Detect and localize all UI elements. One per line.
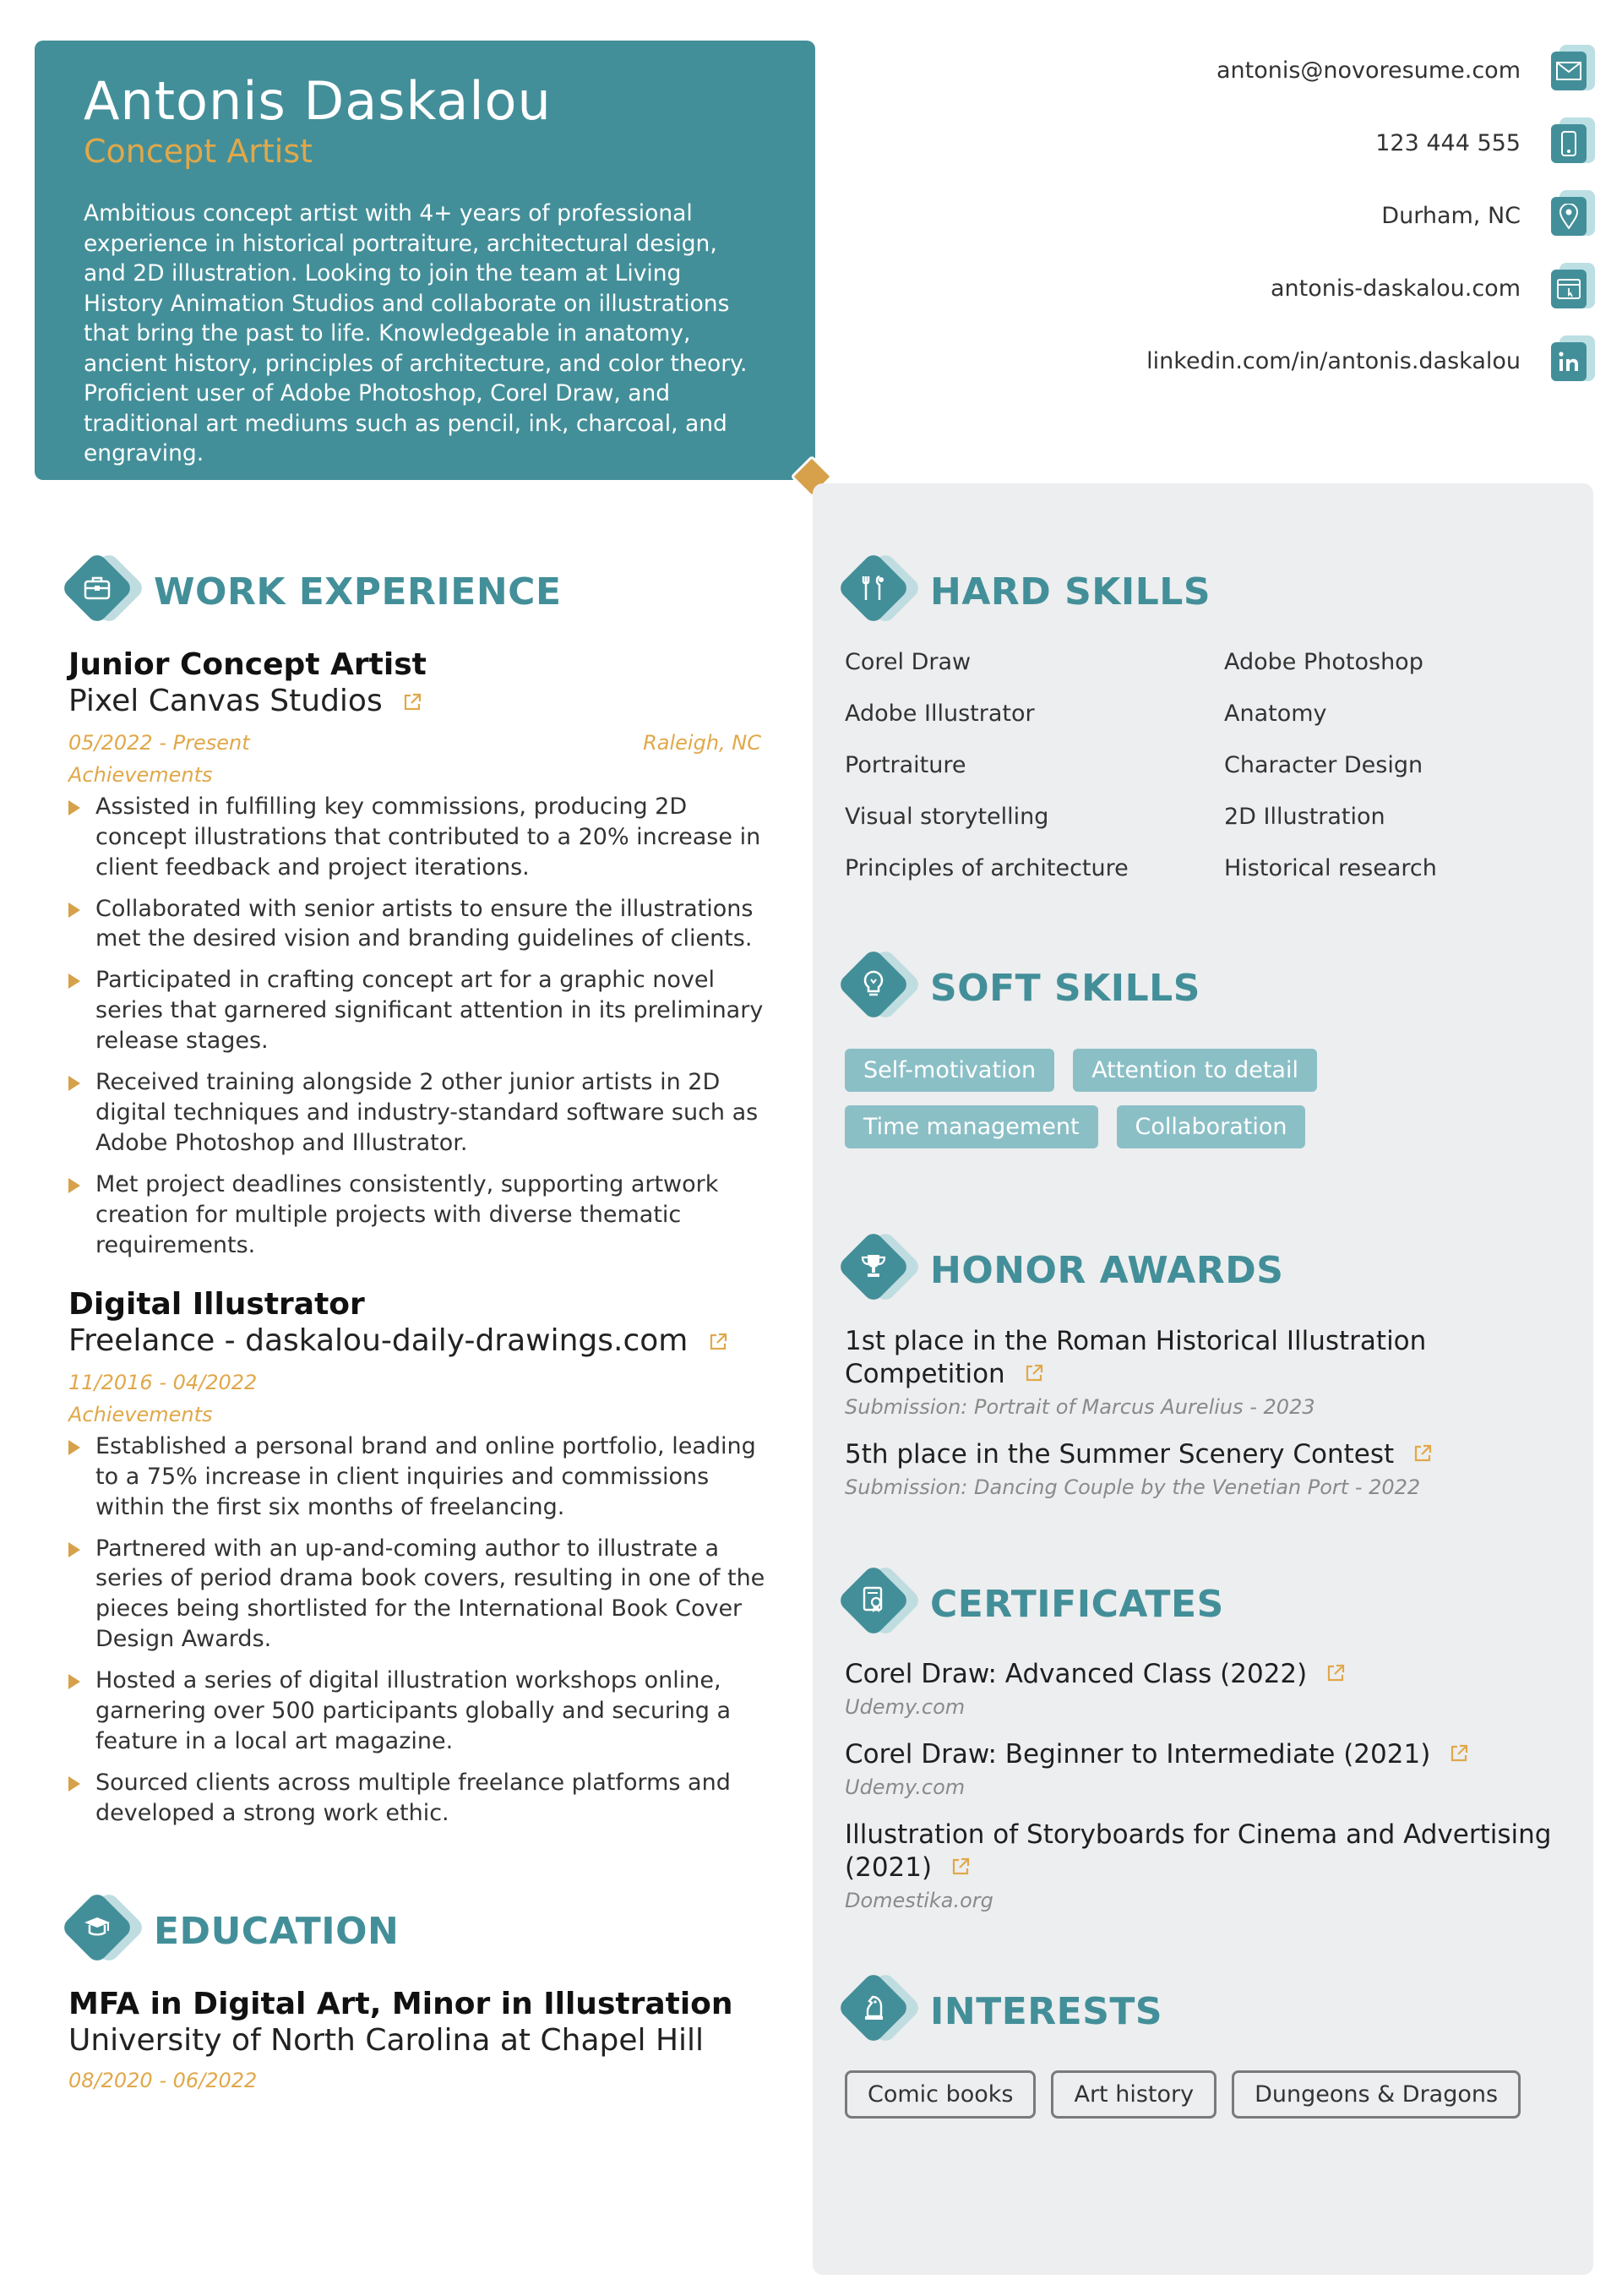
skill-item: Anatomy	[1224, 701, 1327, 727]
contact-email[interactable]	[835, 34, 1595, 106]
award-submission: Submission: Portrait of Marcus Aurelius - 2023	[845, 1394, 1315, 1419]
job-company-name: Freelance - daskalou-daily-drawings.com	[68, 1323, 689, 1359]
list-item: Received training alongside 2 other junior artists in 2D digital techniques and industry-standard software such as Adobe Photoshop and Illustrator.	[68, 1067, 770, 1159]
education-dates: 08/2020 - 06/2022	[68, 2069, 258, 2093]
job-entry	[68, 1286, 770, 1840]
interest-tag: Comic books	[845, 2070, 1036, 2119]
job-entry	[68, 646, 770, 1271]
hard-skills-header	[841, 554, 1211, 630]
skill-item: Portraiture	[845, 752, 966, 778]
job-company-name: Pixel Canvas Studios	[68, 684, 383, 719]
header-card	[35, 41, 815, 480]
list-item: Established a personal brand and online portfolio, leading to a 75% increase in client inquiries and commissions within the first six months of freelancing.	[68, 1432, 770, 1523]
certificates-title: CERTIFICATES	[930, 1582, 1224, 1626]
external-link-icon[interactable]	[402, 684, 422, 721]
external-link-icon[interactable]	[708, 1324, 728, 1361]
certificate-entry	[845, 1658, 1571, 1719]
education-title: EDUCATION	[154, 1909, 400, 1953]
contact-phone-text[interactable]: 123 444 555	[1375, 129, 1521, 156]
interest-tag: Dungeons & Dragons	[1232, 2070, 1521, 2119]
soft-skill-tag: Self-motivation	[845, 1049, 1054, 1092]
skill-item: Character Design	[1224, 752, 1423, 778]
hard-skills-title: HARD SKILLS	[930, 570, 1211, 614]
interests-header	[841, 1973, 1162, 2049]
honor-awards-header	[841, 1232, 1283, 1308]
award-entry	[845, 1438, 1571, 1499]
list-item: Hosted a series of digital illustration workshops online, garnering over 500 participants globally and securing a feature in a local art magazine.	[68, 1666, 770, 1757]
award-title	[845, 1438, 1571, 1472]
list-item: Met project deadlines consistently, supporting artwork creation for multiple projects with diverse thematic requirements.	[68, 1170, 770, 1261]
skill-item: Visual storytelling	[845, 804, 1049, 830]
contact-phone[interactable]	[835, 106, 1595, 179]
external-link-icon[interactable]	[1325, 1659, 1346, 1692]
list-item: Participated in crafting concept art for a graphic novel series that garnered significant attention in its preliminary release stages.	[68, 965, 770, 1056]
certificate-title-text: Corel Draw: Beginner to Intermediate (2021)	[845, 1739, 1431, 1770]
job-dates: 05/2022 - Present	[68, 730, 250, 755]
achievements-list	[68, 792, 770, 1261]
work-experience-header	[64, 554, 562, 630]
contact-location-text[interactable]: Durham, NC	[1381, 202, 1521, 229]
job-location: Raleigh, NC	[643, 730, 761, 755]
tools-icon	[841, 554, 925, 630]
education-header	[64, 1893, 399, 1969]
job-meta	[68, 1371, 761, 1394]
certificate-title	[845, 1738, 1571, 1772]
contact-email-text[interactable]: antonis@novoresume.com	[1216, 57, 1521, 84]
phone-icon	[1551, 117, 1595, 168]
award-title	[845, 1325, 1571, 1392]
external-link-icon[interactable]	[950, 1852, 971, 1885]
skill-item: Historical research	[1224, 855, 1437, 881]
skill-item: Principles of architecture	[845, 855, 1129, 881]
external-link-icon[interactable]	[1024, 1359, 1044, 1392]
soft-skills-tags	[845, 1049, 1571, 1148]
award-entry	[845, 1325, 1571, 1419]
contact-website-text[interactable]: antonis-daskalou.com	[1270, 275, 1521, 302]
interest-tag: Art history	[1051, 2070, 1216, 2119]
contact-linkedin-text[interactable]: linkedin.com/in/antonis.daskalou	[1146, 347, 1521, 374]
award-title-text: 5th place in the Summer Scenery Contest	[845, 1439, 1395, 1470]
certificate-entry	[845, 1819, 1571, 1912]
certificate-entry	[845, 1738, 1571, 1799]
soft-skills-title: SOFT SKILLS	[930, 966, 1200, 1010]
contact-linkedin[interactable]	[835, 324, 1595, 397]
achievements-label: Achievements	[68, 762, 213, 787]
certificate-title-text: Illustration of Storyboards for Cinema and Advertising (2021)	[845, 1819, 1552, 1883]
degree: MFA in Digital Art, Minor in Illustration	[68, 1987, 733, 2021]
honor-awards-title: HONOR AWARDS	[930, 1248, 1284, 1292]
chess-knight-icon	[841, 1973, 925, 2049]
achievements-label: Achievements	[68, 1402, 213, 1426]
external-link-icon[interactable]	[1412, 1439, 1433, 1472]
job-meta	[68, 731, 761, 755]
contact-location[interactable]	[835, 179, 1595, 252]
award-title-text: 1st place in the Roman Historical Illustration Competition	[845, 1326, 1427, 1389]
list-item: Collaborated with senior artists to ensure the illustrations met the desired vision and branding guidelines of clients.	[68, 894, 770, 955]
job-title: Digital Illustrator	[68, 1287, 365, 1322]
soft-skills-header	[841, 950, 1200, 1026]
certificate-issuer: Udemy.com	[845, 1775, 966, 1799]
interests-title: INTERESTS	[930, 1989, 1163, 2033]
work-experience-title: WORK EXPERIENCE	[154, 570, 562, 614]
skill-item: 2D Illustration	[1224, 804, 1385, 830]
skill-item: Adobe Photoshop	[1224, 649, 1423, 675]
summary-text: Ambitious concept artist with 4+ years of professional experience in historical portraiture, architectural design, and 2D illustration. Looking to join the team at Living History Animation Studios and collaborate on illustrations that bring the past to life. Knowledgeable in anatomy, ancient history, principles of architecture, and color theory. Proficient user of Adobe Photoshop, Corel Draw, and traditional art mediums such as pencil, ink, charcoal, and engraving.	[84, 200, 748, 467]
job-dates: 11/2016 - 04/2022	[68, 1370, 258, 1394]
lightbulb-icon	[841, 950, 925, 1026]
certificate-title	[845, 1819, 1571, 1885]
certificate-issuer: Udemy.com	[845, 1694, 966, 1719]
candidate-role: Concept Artist	[84, 133, 313, 171]
soft-skill-tag: Time management	[845, 1105, 1098, 1148]
interests-tags	[845, 2070, 1521, 2119]
certificate-icon	[841, 1566, 925, 1642]
candidate-name: Antonis Daskalou	[84, 70, 552, 132]
certificates-header	[841, 1566, 1224, 1642]
briefcase-icon	[64, 554, 149, 630]
skill-item: Corel Draw	[845, 649, 972, 675]
email-icon	[1551, 45, 1595, 95]
job-title: Junior Concept Artist	[68, 647, 427, 682]
list-item: Partnered with an up-and-coming author to illustrate a series of period drama book covers, resulting in one of the pieces being shortlisted for the International Book Cover Design Awards.	[68, 1534, 770, 1655]
trophy-icon	[841, 1232, 925, 1308]
location-icon	[1551, 190, 1595, 241]
achievements-list	[68, 1432, 770, 1829]
skill-item: Adobe Illustrator	[845, 701, 1035, 727]
contact-website[interactable]	[835, 252, 1595, 324]
contact-list	[835, 34, 1595, 397]
school: University of North Carolina at Chapel Hill	[68, 2023, 705, 2059]
certificate-title-text: Corel Draw: Advanced Class (2022)	[845, 1659, 1308, 1689]
list-item: Sourced clients across multiple freelance platforms and developed a strong work ethic.	[68, 1768, 770, 1829]
website-icon	[1551, 263, 1595, 314]
job-company	[68, 1323, 770, 1361]
linkedin-icon	[1551, 335, 1595, 386]
award-submission: Submission: Dancing Couple by the Venetian Port - 2022	[845, 1475, 1421, 1499]
education-meta	[68, 2069, 761, 2092]
certificate-issuer: Domestika.org	[845, 1888, 993, 1912]
list-item: Assisted in fulfilling key commissions, producing 2D concept illustrations that contributed to a 20% increase in client feedback and project iterations.	[68, 792, 770, 883]
certificate-title	[845, 1658, 1571, 1692]
soft-skill-tag: Collaboration	[1117, 1105, 1306, 1148]
education-entry	[68, 1986, 770, 2092]
soft-skill-tag: Attention to detail	[1073, 1049, 1317, 1092]
job-company	[68, 683, 770, 721]
external-link-icon[interactable]	[1449, 1739, 1469, 1772]
graduation-cap-icon	[64, 1893, 149, 1969]
